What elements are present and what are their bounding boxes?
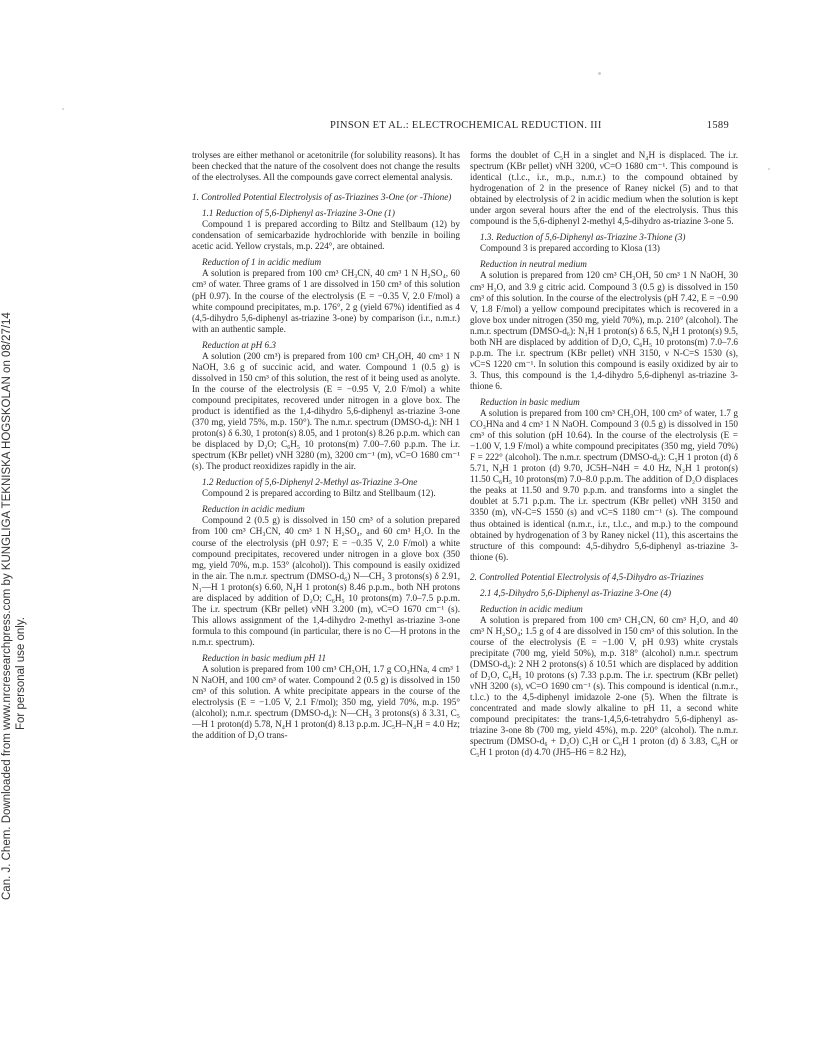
condition-heading: Reduction in acidic medium (480, 603, 583, 614)
subsection-heading: 2.1 4,5-Dihydro 5,6-Diphenyl as-Triazine 3-One (4) (480, 587, 672, 598)
condition-heading: Reduction in basic medium (480, 396, 580, 407)
scan-speck (768, 168, 770, 170)
subsection-heading: 1.3. Reduction of 5,6-Diphenyl as-Triazine 3-Thione (3) (480, 232, 686, 243)
section-heading: 2. Controlled Potential Electrolysis of 4,5-Dihydro as-Triazines (470, 571, 704, 582)
right-column (470, 150, 738, 758)
watermark-line-2: For personal use only. (15, 617, 27, 730)
section-heading: 1. Controlled Potential Electrolysis of as-Triazines 3-One (or -Thione) (192, 192, 452, 203)
condition-heading: Reduction in basic medium pH 11 (202, 652, 327, 663)
paragraph-continued: forms the doublet of C₅H in a singlet and N₄H is displaced. The i.r. spectrum (KBr pellet) νNH 3200, νC=O 1680 cm⁻¹. This compound is identical (t.l.c., i.r., m.p., n.m.r.) to the compound obtained by hydrogenation of 2 in the presence of Raney nickel (5) and to that obtained by electrolysis of 2 in acidic medium when the solution is kept under argon several hours after the end of the electrolysis. Thus this compound is the 5,6-diphenyl 2-methyl 4,5-dihydro as-triazine 3-one 5. (470, 150, 738, 227)
paragraph: A solution (200 cm³) is prepared from 100 cm³ CH₃OH, 40 cm³ 1 N NaOH, 3.6 g of succinic acid, and water. Compound 1 (0.5 g) is dissolved in 150 cm³ of this solution, the rest of it being used as anolyte. In the course of the electrolysis (E = −0.95 V, 2.0 F/mol) a white compound precipitates, recovered under nitrogen in a glove box. The product is identified as the 1,4-dihydro 5,6-diphenyl as-triazine 3-one (370 mg, yield 75%, m.p. 150°). The n.m.r. spectrum (DMSO-d₆): NH 1 proton(s) δ 6.30, 1 proton(s) 8.05, and 1 proton(s) 8.26 p.p.m. which can be displaced by D₂O; C₆H₅ 10 protons(m) 7.00–7.60 p.p.m. The i.r. spectrum (KBr pellet) νNH 3280 (m), 3200 cm⁻¹ (m), νC=O 1680 cm⁻¹ (s). The product reoxidizes rapidly in the air. (192, 350, 460, 472)
watermark-line-1: Can. J. Chem. Downloaded from www.nrcresearchpress.com by KUNGLIGA TEKNISKA HOGSKOLAN on 08/27/14 (1, 312, 13, 900)
paragraph: A solution is prepared from 100 cm³ CH₃OH, 1.7 g CO₃HNa, 4 cm³ 1 N NaOH, and 100 cm³ of water. Compound 2 (0.5 g) is dissolved in 150 cm³ of this solution. A white precipitate appears in the course of the electrolysis (E = −1.05 V, 2.1 F/mol); 350 mg, yield 70%, m.p. 195° (alcohol); n.m.r. spectrum (DMSO-d₆): N—CH₃ 3 protons(s) δ 3.31, C₅—H 1 proton(d) 5.78, N₄H 1 proton(d) 8.13 p.p.m. JC₅H–N₄H = 4.0 Hz; the addition of D₂O trans- (192, 664, 460, 741)
subsection-heading: 1.2 Reduction of 5,6-Diphenyl 2-Methyl as-Triazine 3-One (202, 477, 418, 488)
subsection-heading: 1.1 Reduction of 5,6-Diphenyl as-Triazine 3-One (1) (202, 208, 395, 219)
paragraph-continued: trolyses are either methanol or acetonitrile (for solubility reasons). It has been checked that the nature of the cosolvent does not change the results of the electrolyses. All the compounds gave correct elemental analysis. (192, 150, 460, 183)
condition-heading: Reduction at pH 6.3 (202, 339, 276, 350)
download-watermark (0, 120, 40, 900)
condition-heading: Reduction of 1 in acidic medium (202, 257, 322, 268)
paragraph: Compound 1 is prepared according to Biltz and Stellbaum (12) by condensation of semicarbazide hydrochloride with benzile in boiling acetic acid. Yellow crystals, m.p. 224°, are obtained. (192, 219, 460, 252)
left-column (192, 150, 460, 741)
paragraph: Compound 3 is prepared according to Klosa (13) (480, 243, 660, 254)
running-head-title: PINSON ET AL.: ELECTROCHEMICAL REDUCTION. III (330, 120, 602, 131)
scan-speck (598, 72, 601, 75)
paragraph: A solution is prepared from 100 cm³ CH₃CN, 40 cm³ 1 N H₂SO₄, 60 cm³ of water. Three grams of 1 are dissolved in 150 cm³ of this solution (pH 0.97). In the course of the electrolysis (E = −0.35 V, 2.0 F/mol) a white compound precipitates, m.p. 176°, 2 g (yield 67%) identified as 4 (4,5-dihydro 5,6-diphenyl as-triazine 3-one) by comparison (i.r., n.m.r.) with an authentic sample. (192, 268, 460, 334)
paragraph: Compound 2 (0.5 g) is dissolved in 150 cm³ of a solution prepared from 100 cm³ CH₃CN, 40 cm³ 1 N H₂SO₄, and 60 cm³ H₂O. In the course of the electrolysis (pH 0.97; E = −0.35 V, 2.0 F/mol) a white compound precipitates, recovered under nitrogen in a glove box (350 mg, yield 70%, m.p. 153° (alcohol)). This compound is easily oxidized in the air. The n.m.r. spectrum (DMSO-d₆) N—CH₃ 3 protons(s) δ 2.91, N₁—H 1 proton(s) 6.60, N₄H 1 proton(s) 8.46 p.p.m., both NH protons are displaced by addition of D₂O; C₆H₅ 10 protons(m) 7.0–7.5 p.p.m. The i.r. spectrum (KBr pellet) νNH 3.200 (m), νC=O 1670 cm⁻¹ (s). This allows assignment of the 1,4-dihydro 2-methyl as-triazine 3-one formula to this compound (in particular, there is no C—H protons in the n.m.r. spectrum). (192, 515, 460, 647)
page-number: 1589 (706, 120, 729, 131)
paragraph: A solution is prepared from 120 cm³ CH₃OH, 50 cm³ 1 N NaOH, 30 cm³ H₂O, and 3.9 g citric acid. Compound 3 (0.5 g) is dissolved in 150 cm³ of this solution. In the course of the electrolysis (pH 7.42, E = −0.90 V, 1.8 F/mol) a yellow compound precipitates which is recovered in a glove box under nitrogen (350 mg, yield 70%), m.p. 210° (alcohol). The n.m.r. spectrum (DMSO-d₆): N₁H 1 proton(s) δ 6.5, N₄H 1 proton(s) 9.5, both NH are displaced by addition of D₂O, C₆H₅ 10 protons(m) 7.0–7.6 p.p.m. The i.r. spectrum (KBr pellet) νNH 3150, ν N-C=S 1530 (s), νC=S 1220 cm⁻¹. In solution this compound is easily oxidized by air to 3. Thus, this compound is the 1,4-dihydro 5,6-diphenyl as-triazine 3-thione 6. (470, 270, 738, 391)
scan-speck (62, 108, 64, 110)
condition-heading: Reduction in neutral medium (480, 259, 587, 270)
condition-heading: Reduction in acidic medium (202, 504, 305, 515)
paragraph: A solution is prepared from 100 cm³ CH₃OH, 100 cm³ of water, 1.7 g CO₃HNa and 4 cm³ 1 N NaOH. Compound 3 (0.5 g) is dissolved in 150 cm³ of this solution (pH 10.64). In the course of the electrolysis (E = −1.00 V, 1.9 F/mol) a white compound precipitates (350 mg, yield 70%) F = 222° (alcohol). The n.m.r. spectrum (DMSO-d₆): C₅H 1 proton (d) δ 5.71, N₄H 1 proton (d) 9.70, JC5H–N4H = 4.0 Hz, N₂H 1 proton(s) 11.50 C₆H₅ 10 protons(m) 7.0–8.0 p.p.m. The addition of D₂O displaces the peaks at 11.50 and 9.70 p.p.m. and transforms into a singlet the doublet at 5.71 p.p.m. The i.r. spectrum (KBr pellet) νNH 3150 and 3350 (m), νN-C=S 1550 (s) and νC=S 1180 cm⁻¹ (s). The compound thus obtained is identical (n.m.r., i.r., t.l.c., and m.p.) to the compound obtained by hydrogenation of 3 by Raney nickel (11), this ascertains the structure of this compound: 4,5-dihydro 5,6-diphenyl as-triazine 3-thione (6). (470, 408, 738, 562)
paragraph: Compound 2 is prepared according to Biltz and Stellbaum (12). (202, 488, 436, 499)
paragraph: A solution is prepared from 100 cm³ CH₃CN, 60 cm³ H₂O, and 40 cm³ N H₂SO₄; 1.5 g of 4 are dissolved in 150 cm³ of this solution. In the course of the electrolysis (E = −1.00 V, pH 0.93) white crystals precipitate (700 mg, yield 50%), m.p. 318° (alcohol) n.m.r. spectrum (DMSO-d₆): 2 NH 2 protons(s) δ 10.51 which are displaced by addition of D₂O, C₆H₅ 10 protons (s) 7.33 p.p.m. The i.r. spectrum (KBr pellet) νNH 3200 (s), νC=O 1690 cm⁻¹ (s). This compound is identical (n.m.r., t.l.c.) to the 4,5-diphenyl imidazole 2-one (5). When the filtrate is concentrated and made slowly alkaline to pH 11, a second white compound precipitates: the trans-1,4,5,6-tetrahydro 5,6-diphenyl as-triazine 3-one 8b (700 mg, yield 45%), m.p. 220° (alcohol). The n.m.r. spectrum (DMSO-d₆ + D₂O) C₅H or C₆H 1 proton (d) δ 3.83, C₆H or C₅H 1 proton (d) 4.70 (JH5–H6 = 8.2 Hz), (470, 614, 738, 758)
